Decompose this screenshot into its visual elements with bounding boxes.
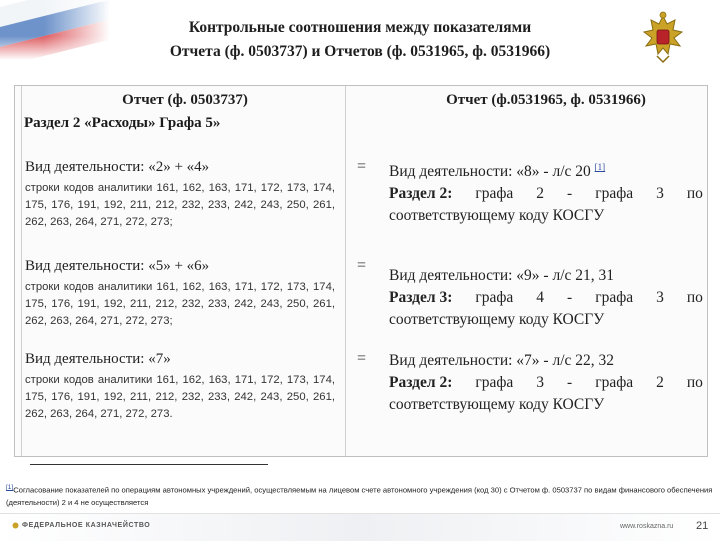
footnote-link[interactable]: [1] [594, 162, 606, 172]
page-title [110, 16, 610, 64]
right-column-header: Отчет (ф.0531965, ф. 0531966) [446, 92, 646, 108]
section-columns-line: Раздел 2: графа 3 - графа 2 по [389, 374, 703, 391]
organization-name: ФЕДЕРАЛЬНОЕ КАЗНАЧЕЙСТВО [22, 522, 151, 529]
website-link[interactable]: www.roskazna.ru [620, 523, 674, 530]
table-row-left [25, 255, 335, 330]
table-column-divider [345, 86, 346, 456]
kosgu-line: соответствующему коду КОСГУ [389, 396, 605, 413]
activity-label: Вид деятельности: «7» [25, 351, 171, 367]
table-row-right [389, 350, 703, 416]
left-column-header: Отчет (ф. 0503737) [122, 92, 248, 108]
coat-of-arms-icon [640, 10, 686, 66]
title-line-2: Отчета (ф. 0503737) и Отчетов (ф. 0531965, ф. 0531966) [169, 43, 551, 60]
table-row-left [25, 348, 335, 423]
section-columns-line: Раздел 2: графа 2 - графа 3 по [389, 185, 703, 203]
activity-label: Вид деятельности: «7» - л/с 22, 32 [389, 352, 615, 369]
section-columns-line: Раздел 3: графа 4 - графа 3 по [389, 289, 703, 306]
footnote-text: Согласование показателей по операциям автономных учреждений, осуществляемым на лицевом счете автономного учреждения (код 30) с Отчетом ф. 0503737 по видам финансового обеспечения (деятельности) 2 и 4 не осуществляется [6, 485, 713, 507]
title-line-1: Контрольные соотношения между показателями [188, 19, 532, 36]
analytics-codes: строки кодов аналитики 161, 162, 163, 171, 172, 173, 174, 175, 176, 191, 192, 211, 212, 232, 233, 242, 243, 250, 261, 262, 263, 264, 271, 272, 273; [25, 281, 335, 327]
table-row-right [389, 265, 703, 331]
footnote-ref-link[interactable]: [1] [6, 484, 14, 491]
table-row-right [389, 156, 703, 227]
equals-sign: = [357, 257, 367, 274]
analytics-codes: строки кодов аналитики 161, 162, 163, 171, 172, 173, 174, 175, 176, 191, 192, 211, 212, 232, 233, 242, 243, 250, 261, 262, 263, 264, 271, 272, 273. [25, 374, 335, 420]
equals-sign: = [357, 158, 367, 175]
ratios-table [14, 85, 708, 457]
emblem-small-icon [12, 522, 19, 529]
table-row-left [25, 156, 335, 231]
footnote-separator [30, 464, 268, 465]
activity-label: Вид деятельности: «9» - л/с 21, 31 [389, 267, 615, 284]
analytics-codes: строки кодов аналитики 161, 162, 163, 171, 172, 173, 174, 175, 176, 191, 192, 211, 212, 232, 233, 242, 243, 250, 261, 262, 263, 264, 271, 272, 273; [25, 182, 335, 228]
equals-sign: = [357, 350, 367, 367]
table-left-border-line [21, 86, 22, 456]
activity-label: Вид деятельности: «8» - л/с 20 [1] [389, 162, 606, 181]
activity-label: Вид деятельности: «2» + «4» [25, 159, 210, 175]
page-number: 21 [696, 520, 709, 532]
russian-flag-decoration [0, 0, 110, 60]
section-label: Раздел 2 «Расходы» Графа 5» [24, 115, 221, 131]
footnote [6, 482, 718, 509]
activity-label: Вид деятельности: «5» + «6» [25, 258, 210, 274]
kosgu-line: соответствующему коду КОСГУ [389, 311, 605, 328]
kosgu-line: соответствующему коду КОСГУ [389, 207, 605, 225]
